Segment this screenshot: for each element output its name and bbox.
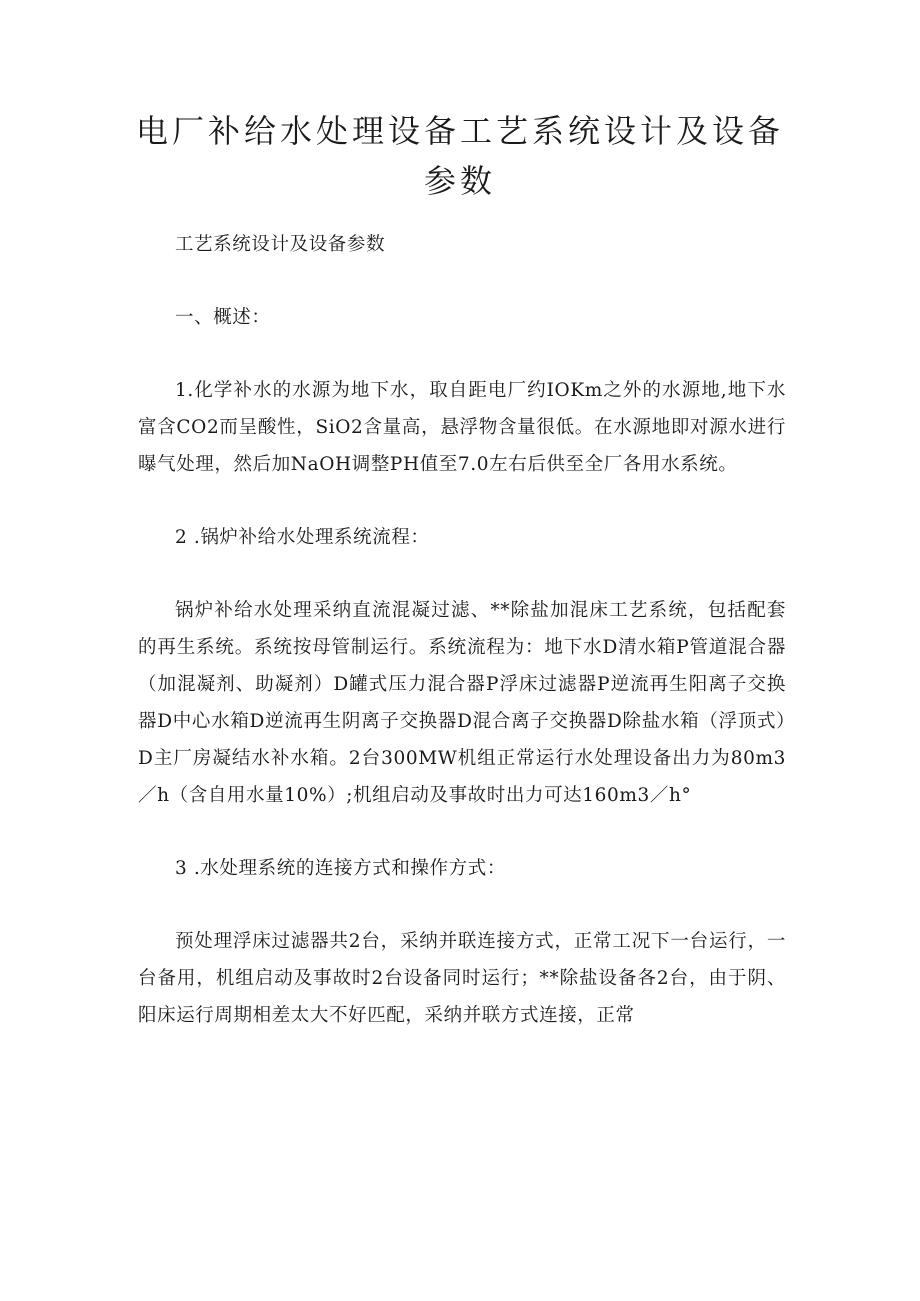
document-body [138, 226, 786, 1070]
section-heading-connection: 3 .水处理系统的连接方式和操作方式： [175, 858, 506, 879]
section-subtitle: 工艺系统设计及设备参数 [175, 234, 386, 255]
section-heading-process-flow: 2 .锅炉补给水处理系统流程： [175, 527, 430, 548]
paragraph-connection: 预处理浮床过滤器共2台，采纳并联连接方式，正常工况下一台运行，一台备用，机组启动及事故时2台设备同时运行；**除盐设备各2台，由于阴、阳床运行周期相差太大不好匹配，采纳并联方式连接，正常 [138, 931, 786, 1026]
section-heading-overview: 一、概述： [175, 307, 271, 328]
paragraph-water-source: 1.化学补水的水源为地下水，取自距电厂约IOKm之外的水源地,地下水富含CO2而呈酸性，SiO2含量高，悬浮物含量很低。在水源地即对源水进行曝气处理，然后加NaOH调整PH值至7.0左右后供至全厂各用水系统。 [138, 380, 786, 475]
document-title: 电厂补给水处理设备工艺系统设计及设备参数 [135, 112, 784, 200]
paragraph-process-flow: 锅炉补给水处理采纳直流混凝过滤、**除盐加混床工艺系统，包括配套的再生系统。系统按母管制运行。系统流程为：地下水D清水箱P管道混合器（加混凝剂、助凝剂）D罐式压力混合器P浮床过滤器P逆流再生阳离子交换器D中心水箱D逆流再生阴离子交换器D混合离子交换器D除盐水箱（浮顶式）D主厂房凝结水补水箱。2台300MW机组正常运行水处理设备出力为80m3／h（含自用水量10%）;机组启动及事故时出力可达160m3／h° [138, 600, 786, 806]
